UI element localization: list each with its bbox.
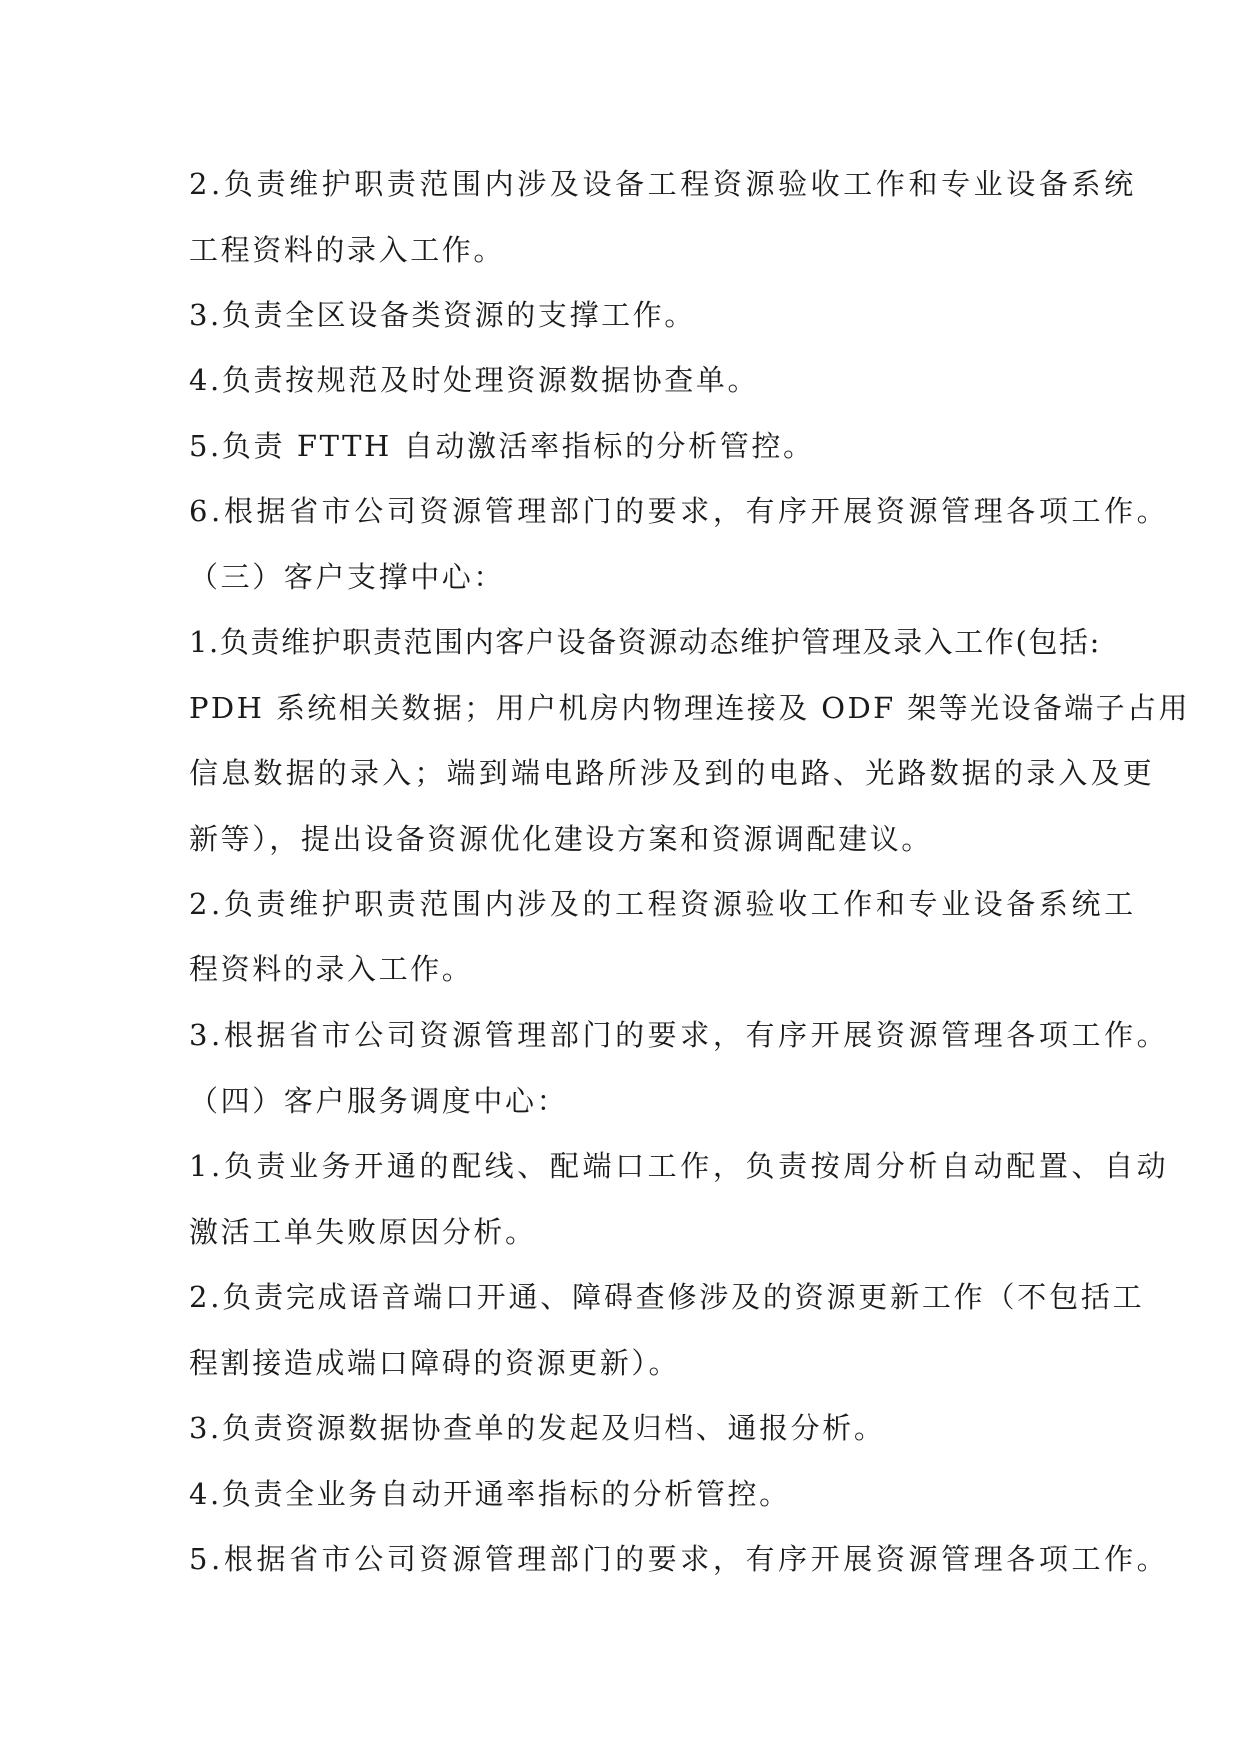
text-line: 5.负责 FTTH 自动激活率指标的分析管控。 <box>189 429 815 463</box>
section-heading: （三）客户支撑中心： <box>189 560 506 594</box>
text-line: 2.负责完成语音端口开通、障碍查修涉及的资源更新工作（不包括工 <box>189 1280 1145 1314</box>
text-line: 程割接造成端口障碍的资源更新）。 <box>189 1346 681 1380</box>
text-line: 新等），提出设备资源优化建设方案和资源调配建议。 <box>189 822 933 856</box>
text-line: 3.负责资源数据协查单的发起及归档、通报分析。 <box>189 1411 886 1445</box>
text-line: 程资料的录入工作。 <box>189 952 474 986</box>
text-line: 2.负责维护职责范围内涉及的工程资源验收工作和专业设备系统工 <box>189 887 1137 921</box>
text-line: 1.负责业务开通的配线、配端口工作，负责按周分析自动配置、自动 <box>189 1149 1170 1183</box>
text-line: 工程资料的录入工作。 <box>189 233 506 267</box>
text-line: 3.根据省市公司资源管理部门的要求，有序开展资源管理各项工作。 <box>189 1018 1170 1052</box>
text-line: 3.负责全区设备类资源的支撑工作。 <box>189 298 696 332</box>
text-line: 信息数据的录入；端到端电路所涉及到的电路、光路数据的录入及更 <box>189 756 1156 790</box>
text-line: 4.负责按规范及时处理资源数据协查单。 <box>189 363 760 397</box>
section-heading: （四）客户服务调度中心： <box>189 1084 569 1118</box>
text-line: PDH 系统相关数据；用户机房内物理连接及 ODF 架等光设备端子占用 <box>189 691 1190 725</box>
text-line: 5.根据省市公司资源管理部门的要求，有序开展资源管理各项工作。 <box>189 1542 1170 1576</box>
text-line: 6.根据省市公司资源管理部门的要求，有序开展资源管理各项工作。 <box>189 494 1170 528</box>
text-line: 激活工单失败原因分析。 <box>189 1215 537 1249</box>
text-line: 2.负责维护职责范围内涉及设备工程资源验收工作和专业设备系统 <box>189 167 1137 201</box>
text-line: 4.负责全业务自动开通率指标的分析管控。 <box>189 1477 791 1511</box>
text-line: 1.负责维护职责范围内客户设备资源动态维护管理及录入工作(包括: <box>189 625 1101 659</box>
